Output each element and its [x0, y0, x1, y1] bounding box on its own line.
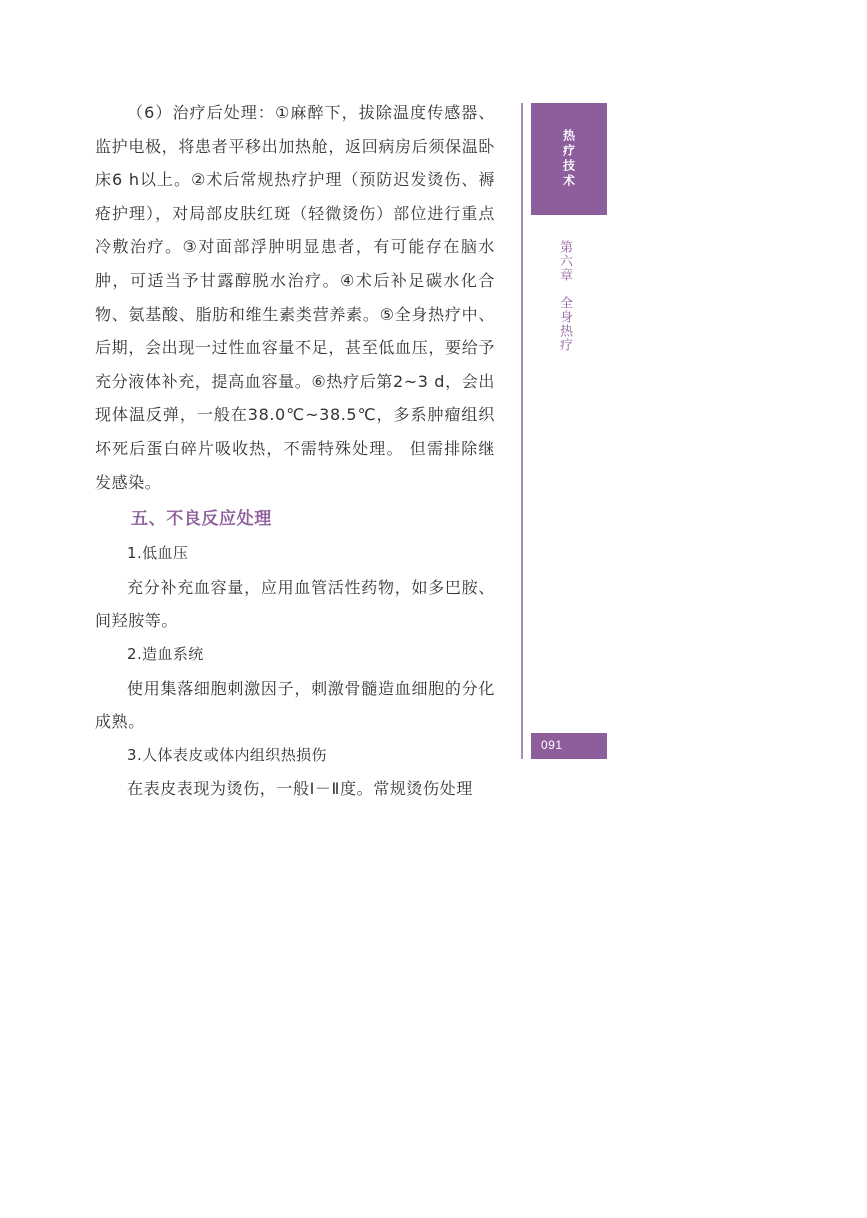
item-heading-thermal-injury: 3.人体表皮或体内组织热损伤 [127, 745, 327, 764]
item-heading-hypotension: 1.低血压 [127, 544, 189, 563]
paragraph-post-treatment: （6）治疗后处理：①麻醉下，拔除温度传感器、监护电极，将患者平移出加热舱，返回病房后须保温卧床6 h以上。②术后常规热疗护理（预防迟发烫伤、褥疮护理），对局部皮肤红斑（轻微烫伤）部位进行重点冷敷治疗。③对面部浮肿明显患者，有可能存在脑水肿，可适当予甘露醇脱水治疗。④术后补足碳水化合物、氨基酸、脂肪和维生素类营养素。⑤全身热疗中、后期，会出现一过性血容量不足，甚至低血压，要给予充分液体补充，提高血容量。⑥热疗后第2~3 d，会出现体温反弹，一般在38.0℃~38.5℃，多系肿瘤组织坏死后蛋白碎片吸收热，不需特殊处理。 但需排除继发感染。 [95, 103, 495, 492]
sidebar-divider [521, 103, 523, 759]
book-title-tab [531, 103, 607, 215]
page-number: 091 [541, 738, 563, 752]
item-body-hematopoietic: 使用集落细胞刺激因子，刺激骨髓造血细胞的分化成熟。 [95, 678, 495, 732]
item-body-hypotension: 充分补充血容量，应用血管活性药物，如多巴胺、间羟胺等。 [95, 577, 495, 631]
item-body-thermal-injury: 在表皮表现为烫伤，一般Ⅰ－Ⅱ度。常规烫伤处理 [127, 779, 473, 799]
section-heading: 五、不良反应处理 [131, 509, 272, 530]
item-heading-hematopoietic: 2.造血系统 [127, 644, 204, 663]
book-title: 热疗技术 [561, 129, 576, 189]
chapter-label: 第六章 全身热疗 [557, 240, 572, 352]
main-content [95, 96, 495, 806]
page-number-box [531, 733, 607, 759]
